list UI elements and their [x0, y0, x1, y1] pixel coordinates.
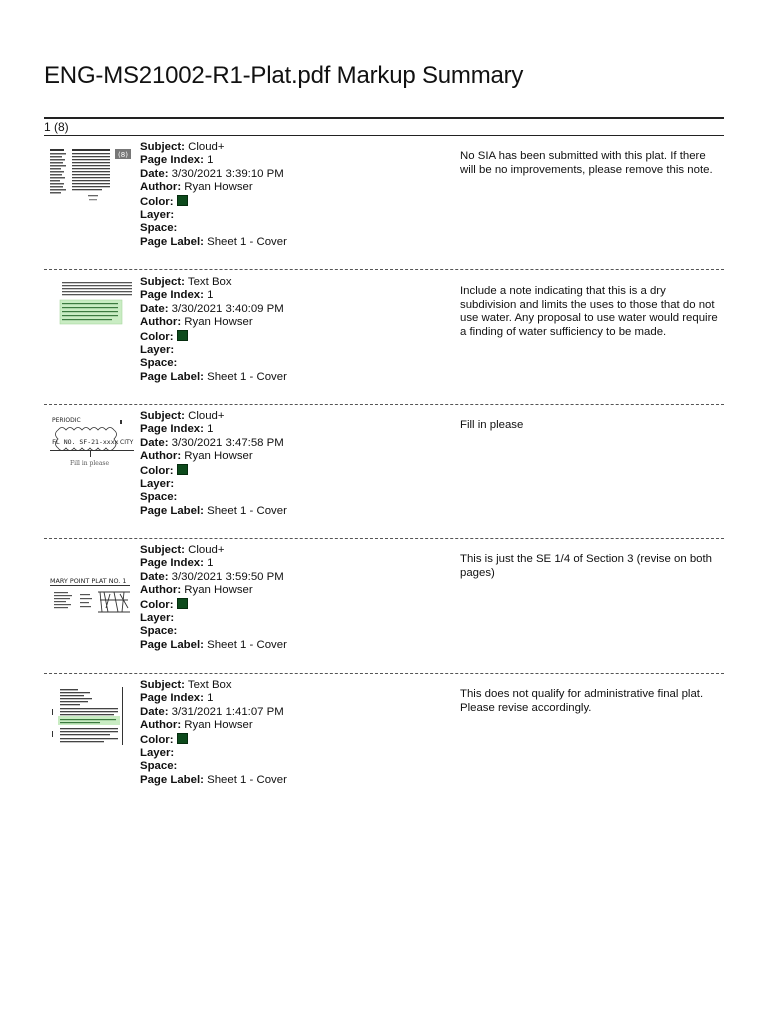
color-label: Color: [140, 733, 174, 746]
page-index-row [140, 423, 440, 436]
color-swatch [177, 598, 188, 609]
markup-thumbnail [44, 683, 140, 763]
color-row [140, 733, 440, 747]
space-label: Space: [140, 760, 178, 773]
markup-entry [44, 679, 724, 813]
layer-row [140, 612, 440, 625]
page-index-value: 1 [207, 557, 214, 570]
date-label: Date: [140, 167, 169, 180]
color-swatch [177, 330, 188, 341]
markup-comment: Fill in please [460, 419, 524, 431]
entry-divider [44, 269, 724, 270]
layer-label: Layer: [140, 612, 175, 625]
date-row [140, 168, 440, 181]
markup-comment: No SIA has been submitted with this plat. If there will be no improvements, please remove this note. [460, 150, 713, 176]
thumbnail-image [44, 280, 140, 360]
date-value: 3/30/2021 3:47:58 PM [171, 436, 284, 449]
date-value: 3/30/2021 3:39:10 PM [171, 167, 284, 180]
date-row [140, 303, 440, 316]
date-label: Date: [140, 705, 169, 718]
color-row [140, 330, 440, 344]
thumbnail-image [44, 548, 140, 628]
markup-entry [44, 410, 724, 544]
page-label-row [140, 505, 440, 518]
author-label: Author: [140, 181, 182, 194]
svg-text:PERIODIC: PERIODIC [52, 417, 81, 424]
color-label: Color: [140, 195, 174, 208]
page-label-label: Page Label: [140, 773, 204, 786]
subject-label: Subject: [140, 410, 185, 422]
subject-row [140, 679, 440, 692]
page-label-row [140, 236, 440, 249]
entry-divider [44, 538, 724, 539]
markup-metadata [140, 544, 440, 652]
page-label-label: Page Label: [140, 504, 204, 517]
space-row [140, 625, 440, 638]
subject-value: Text Box [187, 276, 232, 288]
svg-text:CITY: CITY [120, 439, 134, 446]
page-index-value: 1 [207, 423, 214, 436]
entry-divider [44, 673, 724, 674]
layer-row [140, 209, 440, 222]
color-label: Color: [140, 464, 174, 477]
author-label: Author: [140, 584, 182, 597]
space-label: Space: [140, 625, 178, 638]
markup-comment: Include a note indicating that this is a dry subdivision and limits the uses to those that do not use water. Any proposal to use water would require a finding of water sufficiency to be made. [460, 285, 718, 338]
subject-label: Subject: [140, 276, 185, 288]
page-title: ENG-MS21002-R1-Plat.pdf Markup Summary [44, 62, 524, 89]
markup-metadata [140, 276, 440, 384]
author-row [140, 450, 440, 463]
thumbnail-image [44, 683, 140, 763]
space-label: Space: [140, 491, 178, 504]
color-swatch [177, 464, 188, 475]
date-label: Date: [140, 436, 169, 449]
svg-text:FL NO. SF-21-xxxx: FL NO. SF-21-xxxx [52, 438, 119, 446]
markup-thumbnail [44, 145, 140, 225]
page-index-row [140, 692, 440, 705]
page-label-value: Sheet 1 - Cover [207, 638, 287, 651]
author-value: Ryan Howser [184, 584, 253, 597]
layer-label: Layer: [140, 344, 175, 357]
color-swatch [177, 195, 188, 206]
page-count: 1 (8) [44, 120, 69, 134]
page-index-value: 1 [207, 154, 214, 167]
page-index-value: 1 [207, 692, 214, 705]
date-row [140, 706, 440, 719]
markup-metadata [140, 679, 440, 787]
date-value: 3/30/2021 3:59:50 PM [171, 570, 284, 583]
date-row [140, 437, 440, 450]
markup-metadata [140, 410, 440, 518]
markup-thumbnail [44, 414, 140, 494]
page-index-row [140, 154, 440, 167]
entry-divider [44, 404, 724, 405]
page-label-row [140, 639, 440, 652]
page-header-bar [44, 117, 724, 136]
page-index-label: Page Index: [140, 423, 204, 436]
layer-label: Layer: [140, 478, 175, 491]
markup-comment: This is just the SE 1/4 of Section 3 (revise on both pages) [460, 553, 712, 579]
page-index-label: Page Index: [140, 289, 204, 302]
subject-row [140, 544, 440, 557]
layer-row [140, 344, 440, 357]
svg-text:(8): (8) [118, 151, 128, 159]
subject-row [140, 141, 440, 154]
space-row [140, 491, 440, 504]
author-label: Author: [140, 316, 182, 329]
author-row [140, 584, 440, 597]
thumbnail-image [44, 414, 140, 494]
markup-thumbnail [44, 548, 140, 628]
date-value: 3/31/2021 1:41:07 PM [171, 705, 284, 718]
page-index-row [140, 289, 440, 302]
space-label: Space: [140, 222, 178, 235]
page-index-row [140, 557, 440, 570]
layer-label: Layer: [140, 747, 175, 760]
author-value: Ryan Howser [184, 316, 253, 329]
layer-row [140, 747, 440, 760]
page-index-label: Page Index: [140, 154, 204, 167]
color-row [140, 195, 440, 209]
markup-entry [44, 544, 724, 678]
markup-entry [44, 276, 724, 410]
date-label: Date: [140, 302, 169, 315]
color-label: Color: [140, 330, 174, 343]
page-index-value: 1 [207, 289, 214, 302]
subject-label: Subject: [140, 544, 185, 556]
space-row [140, 357, 440, 370]
color-label: Color: [140, 598, 174, 611]
subject-value: Cloud+ [188, 141, 225, 153]
markup-entry [44, 141, 724, 275]
subject-value: Text Box [187, 679, 232, 691]
author-label: Author: [140, 450, 182, 463]
svg-text:MARY POINT PLAT NO. 1: MARY POINT PLAT NO. 1 [50, 577, 127, 585]
color-swatch [177, 733, 188, 744]
subject-label: Subject: [140, 141, 185, 153]
author-value: Ryan Howser [184, 719, 253, 732]
color-row [140, 464, 440, 478]
page-label-value: Sheet 1 - Cover [207, 235, 287, 248]
layer-row [140, 478, 440, 491]
markup-metadata [140, 141, 440, 249]
author-row [140, 316, 440, 329]
page-label-label: Page Label: [140, 638, 204, 651]
author-label: Author: [140, 719, 182, 732]
subject-row [140, 410, 440, 423]
page-label-value: Sheet 1 - Cover [207, 370, 287, 383]
date-row [140, 571, 440, 584]
subject-label: Subject: [140, 679, 185, 691]
page-label-label: Page Label: [140, 235, 204, 248]
page-index-label: Page Index: [140, 557, 204, 570]
page-label-row [140, 774, 440, 787]
page-label-value: Sheet 1 - Cover [207, 504, 287, 517]
page-index-label: Page Index: [140, 692, 204, 705]
author-value: Ryan Howser [184, 181, 253, 194]
space-label: Space: [140, 357, 178, 370]
subject-value: Cloud+ [188, 544, 225, 556]
page-label-row [140, 371, 440, 384]
author-row [140, 719, 440, 732]
layer-label: Layer: [140, 209, 175, 222]
date-value: 3/30/2021 3:40:09 PM [171, 302, 284, 315]
page-label-label: Page Label: [140, 370, 204, 383]
date-label: Date: [140, 570, 169, 583]
space-row [140, 760, 440, 773]
markup-thumbnail [44, 280, 140, 360]
space-row [140, 222, 440, 235]
author-row [140, 181, 440, 194]
subject-row [140, 276, 440, 289]
author-value: Ryan Howser [184, 450, 253, 463]
color-row [140, 598, 440, 612]
thumbnail-image [44, 145, 140, 225]
page-label-value: Sheet 1 - Cover [207, 773, 287, 786]
svg-text:Fill in please: Fill in please [70, 460, 110, 467]
subject-value: Cloud+ [188, 410, 225, 422]
markup-comment: This does not qualify for administrative final plat. Please revise accordingly. [460, 688, 704, 714]
